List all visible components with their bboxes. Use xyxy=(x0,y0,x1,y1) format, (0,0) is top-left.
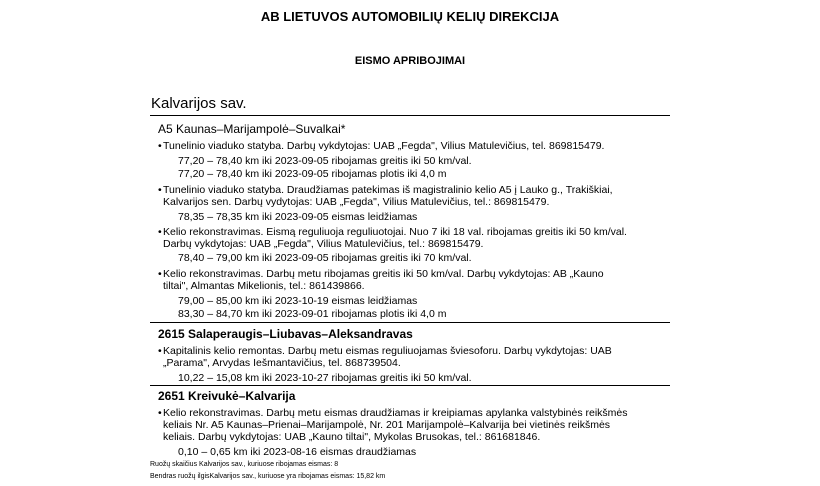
road-title: 2651 Kreivukė–Kalvarija xyxy=(158,389,296,403)
item-text: Kelio rekonstravimas. Eismą reguliuoja reguliuotojai. Nuo 7 iki 18 val. ribojamas greitis iki 50 km/val. xyxy=(163,226,627,238)
item-text: „Parama", Arvydas Iešmantavičius, tel. 868739504. xyxy=(163,357,401,369)
item-text: tiltai", Almantas Mikelionis, tel.: 861439866. xyxy=(163,280,365,292)
item-text: Kapitalinis kelio remontas. Darbų metu eismas reguliuojamas šviesoforu. Darbų vykdytojas: UAB xyxy=(163,345,612,357)
bullet-icon: • xyxy=(158,226,162,238)
document-title: EISMO APRIBOJIMAI xyxy=(354,55,466,67)
item-text: Kelio rekonstravimas. Darbų metu ribojamas greitis iki 50 km/val. Darbų vykdytojas: AB „Kauno xyxy=(163,268,604,280)
restriction-detail: 10,22 – 15,08 km iki 2023-10-27 ribojamas greitis iki 50 km/val. xyxy=(178,372,472,384)
item-text: Darbų vykdytojas: UAB „Fegda", Vilius Matulevičius, tel.: 869815479. xyxy=(163,238,484,250)
restriction-detail: 0,10 – 0,65 km iki 2023-08-16 eismas draudžiamas xyxy=(178,446,417,458)
item-text: Tunelinio viaduko statyba. Draudžiamas patekimas iš magistralinio kelio A5 į Lauko g., Trakiškiai, xyxy=(163,184,613,196)
item-text: Tunelinio viaduko statyba. Darbų vykdytojas: UAB „Fegda", Vilius Matulevičius, tel. 869815479. xyxy=(163,140,605,152)
restriction-item xyxy=(158,407,663,443)
divider xyxy=(150,115,670,116)
divider xyxy=(150,385,670,386)
item-text: keliais. Darbų vykdytojas: UAB „Kauno tiltai", Mykolas Brusokas, tel.: 861681846. xyxy=(163,431,541,443)
bullet-icon: • xyxy=(158,407,162,419)
item-text: Kelio rekonstravimas. Darbų metu eismas draudžiamas ir kreipiamas apylanka valstybinės reikšmės xyxy=(163,407,628,419)
bullet-icon: • xyxy=(158,140,162,152)
restriction-detail: 83,30 – 84,70 km iki 2023-09-01 ribojamas plotis iki 4,0 m xyxy=(178,308,447,320)
summary-stat: Bendras ruožų ilgisKalvarijos sav., kuriuose yra ribojamas eismas: 15,82 km xyxy=(150,473,386,480)
summary-stat: Ruožų skaičius Kalvarijos sav., kuriuose ribojamas eismas: 8 xyxy=(150,461,339,468)
restriction-detail: 79,00 – 85,00 km iki 2023-10-19 eismas leidžiamas xyxy=(178,295,418,307)
restriction-item xyxy=(158,140,663,152)
road-title: A5 Kaunas–Marijampolė–Suvalkai* xyxy=(158,122,346,136)
restriction-detail: 78,35 – 78,35 km iki 2023-09-05 eismas leidžiamas xyxy=(178,211,418,223)
item-text: Kalvarijos sen. Darbų vydytojas: UAB „Fegda", Vilius Matulevičius, tel.: 869815479. xyxy=(163,196,550,208)
bullet-icon: • xyxy=(158,345,162,357)
restriction-detail: 77,20 – 78,40 km iki 2023-09-05 ribojamas plotis iki 4,0 m xyxy=(178,168,447,180)
road-title: 2615 Salaperaugis–Liubavas–Aleksandravas xyxy=(158,327,413,341)
restriction-detail: 78,40 – 79,00 km iki 2023-09-05 ribojamas greitis iki 70 km/val. xyxy=(178,252,472,264)
restriction-item xyxy=(158,345,663,369)
municipality-heading: Kalvarijos sav. xyxy=(151,95,247,112)
divider xyxy=(150,322,670,323)
bullet-icon: • xyxy=(158,268,162,280)
item-text: keliais Nr. A5 Kaunas–Prienai–Marijampolė, Nr. 201 Marijampolė–Kalvarija bei vietinės reikšmės xyxy=(163,419,611,431)
bullet-icon: • xyxy=(158,184,162,196)
restriction-detail: 77,20 – 78,40 km iki 2023-09-05 ribojamas greitis iki 50 km/val. xyxy=(178,155,472,167)
org-title: AB LIETUVOS AUTOMOBILIŲ KELIŲ DIREKCIJA xyxy=(260,9,560,24)
restriction-item xyxy=(158,184,663,208)
restriction-item xyxy=(158,268,663,292)
restriction-item xyxy=(158,226,663,250)
